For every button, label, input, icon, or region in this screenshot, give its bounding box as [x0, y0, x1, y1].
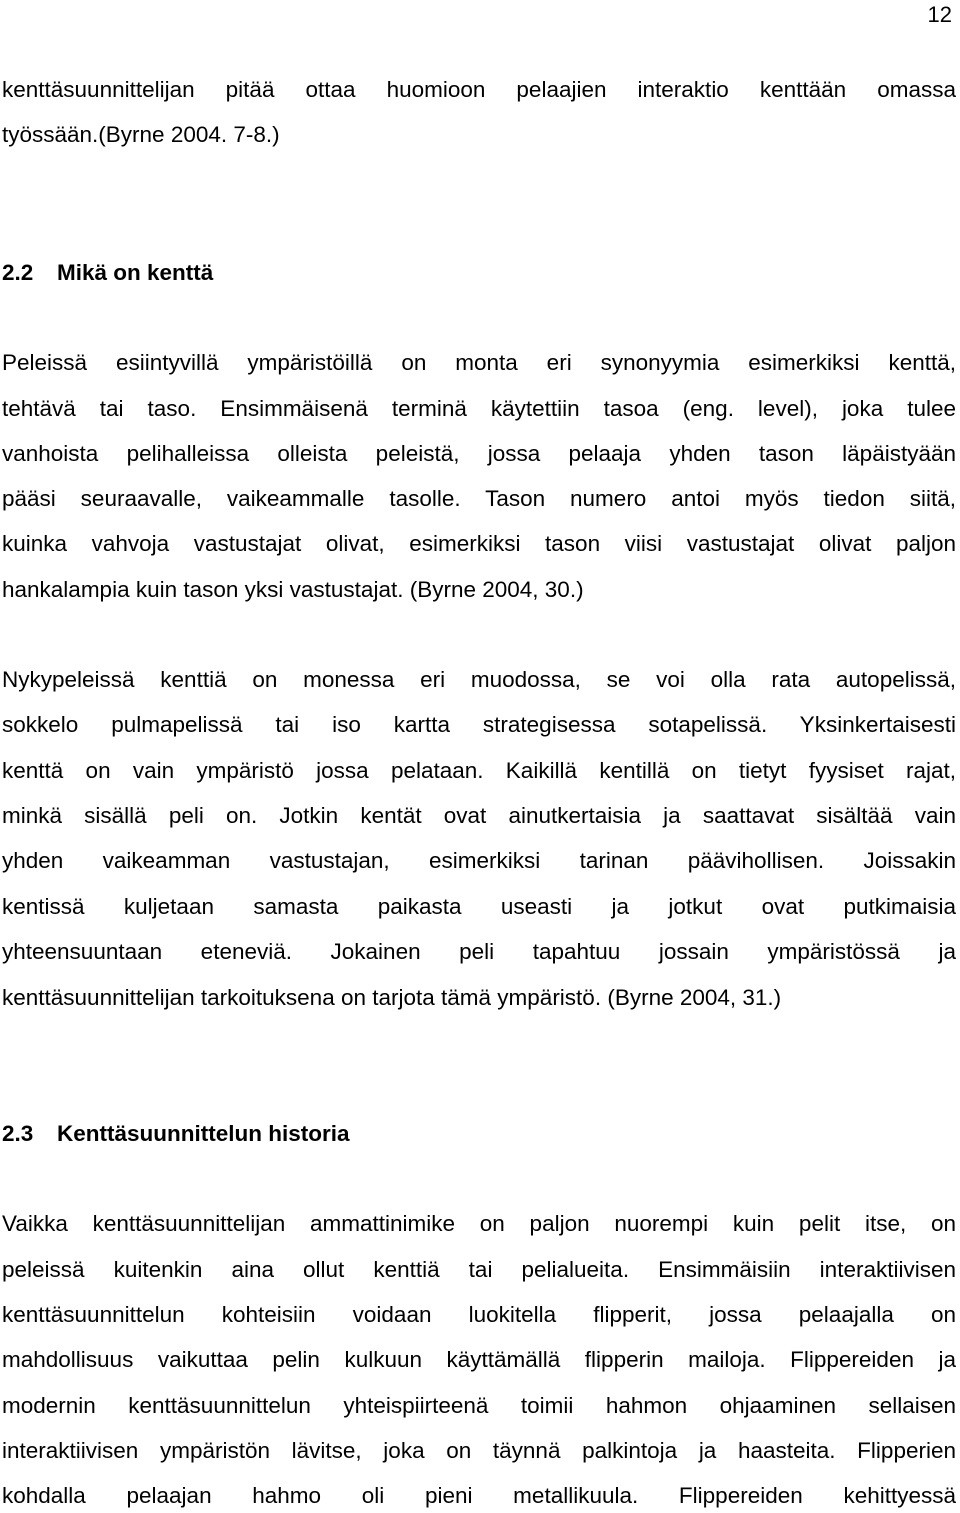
text-line: työssään.(Byrne 2004. 7-8.)	[2, 122, 280, 147]
text-line: mahdollisuus vaikuttaa pelin kulkuun käyttämällä flipperin mailoja. Flippereiden ja	[2, 1347, 956, 1372]
text-line: kenttäsuunnittelijan pitää ottaa huomioon pelaajien interaktio kenttään omassa	[2, 77, 956, 102]
section-heading-2-3	[2, 1119, 350, 1149]
text-line: kentissä kuljetaan samasta paikasta useasti ja jotkut ovat putkimaisia	[2, 894, 956, 919]
text-line: peleissä kuitenkin aina ollut kenttiä tai pelialueita. Ensimmäisiin interaktiivisen	[2, 1257, 956, 1282]
text-line: sokkelo pulmapelissä tai iso kartta strategisessa sotapelissä. Yksinkertaisesti	[2, 712, 956, 737]
text-line: Nykypeleissä kenttiä on monessa eri muodossa, se voi olla rata autopelissä,	[2, 667, 956, 692]
text-line: kuinka vahvoja vastustajat olivat, esimerkiksi tason viisi vastustajat olivat paljon	[2, 531, 956, 556]
text-line: modernin kenttäsuunnittelun yhteispiirteenä toimii hahmon ohjaaminen sellaisen	[2, 1393, 956, 1418]
text-line: Peleissä esiintyvillä ympäristöillä on monta eri synonyymia esimerkiksi kenttä,	[2, 350, 956, 375]
text-line: tehtävä tai taso. Ensimmäisenä terminä käytettiin tasoa (eng. level), joka tulee	[2, 396, 956, 421]
section-number: 2.2	[2, 260, 34, 285]
section-title: Mikä on kenttä	[57, 260, 214, 285]
text-line: hankalampia kuin tason yksi vastustajat. (Byrne 2004, 30.)	[2, 577, 584, 602]
section-title: Kenttäsuunnittelun historia	[57, 1121, 350, 1146]
text-line: kohdalla pelaajan hahmo oli pieni metallikuula. Flippereiden kehittyessä	[2, 1483, 956, 1508]
text-line: yhden vaikeamman vastustajan, esimerkiksi tarinan päävihollisen. Joissakin	[2, 848, 956, 873]
text-line: kenttä on vain ympäristö jossa pelataan. Kaikillä kentillä on tietyt fyysiset rajat,	[2, 758, 956, 783]
text-line: yhteensuuntaan eteneviä. Jokainen peli tapahtuu jossain ympäristössä ja	[2, 939, 956, 964]
text-line: vanhoista pelihalleissa olleista peleistä, jossa pelaaja yhden tason läpäistyään	[2, 441, 956, 466]
text-line: minkä sisällä peli on. Jotkin kentät ovat ainutkertaisia ja saattavat sisältää vain	[2, 803, 956, 828]
text-line: Vaikka kenttäsuunnittelijan ammattinimike on paljon nuorempi kuin pelit itse, on	[2, 1211, 956, 1236]
section-number: 2.3	[2, 1121, 34, 1146]
page-number: 12	[927, 2, 952, 27]
section-heading-2-2	[2, 258, 213, 288]
text-line: kenttäsuunnittelun kohteisiin voidaan luokitella flipperit, jossa pelaajalla on	[2, 1302, 956, 1327]
text-line: kenttäsuunnittelijan tarkoituksena on tarjota tämä ympäristö. (Byrne 2004, 31.)	[2, 985, 782, 1010]
text-line: pääsi seuraavalle, vaikeammalle tasolle. Tason numero antoi myös tiedon siitä,	[2, 486, 956, 511]
text-line: interaktiivisen ympäristön lävitse, joka on täynnä palkintoja ja haasteita. Flipperien	[2, 1438, 956, 1463]
